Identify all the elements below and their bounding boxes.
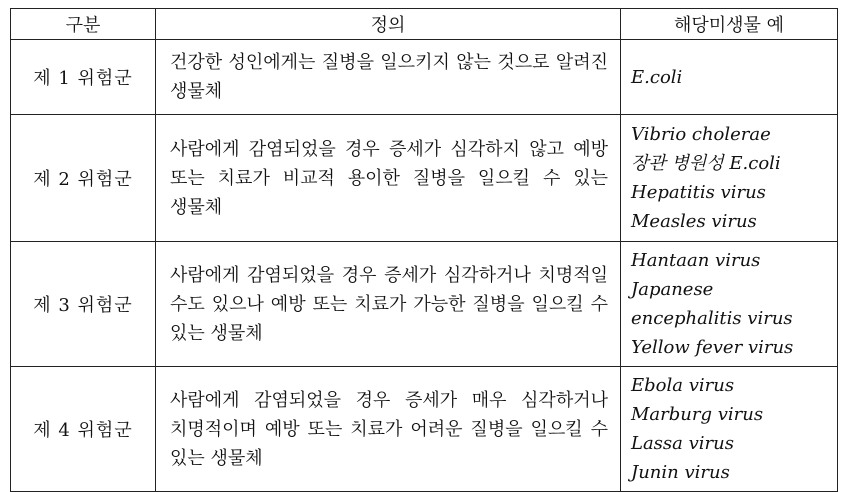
risk-group-label: 제 3 위험군 [11, 242, 156, 367]
table-row [11, 367, 838, 492]
table-header-row [11, 9, 838, 40]
risk-group-definition: 사람에게 감염되었을 경우 증세가 심각하지 않고 예방 또는 치료가 비교적 용이한 질병을 일으킬 수 있는 생물체 [156, 115, 621, 242]
organism-name: Lassa virus [631, 433, 734, 454]
example-organisms [621, 242, 838, 367]
organism-name: Hepatitis virus [631, 182, 766, 203]
organism-name: Vibrio cholerae [631, 124, 771, 145]
organism-name: Japanese encephalitis virus [631, 279, 793, 329]
example-organisms [621, 115, 838, 242]
organism-name: Ebola virus [631, 375, 735, 396]
organism-name: Marburg virus [631, 404, 764, 425]
risk-group-definition: 건강한 성인에게는 질병을 일으키지 않는 것으로 알려진 생물체 [156, 40, 621, 115]
header-examples: 해당미생물 예 [621, 9, 838, 40]
organism-name: Hantaan virus [631, 250, 761, 271]
risk-group-label: 제 1 위험군 [11, 40, 156, 115]
example-organisms [621, 367, 838, 492]
header-definition: 정의 [156, 9, 621, 40]
risk-group-table [10, 8, 838, 492]
risk-group-definition: 사람에게 감염되었을 경우 증세가 심각하거나 치명적일 수도 있으나 예방 또는 치료가 가능한 질병을 일으킬 수 있는 생물체 [156, 242, 621, 367]
organism-name: 장관 병원성 E.coli [631, 153, 781, 174]
risk-group-label: 제 2 위험군 [11, 115, 156, 242]
organism-name: E.coli [631, 66, 683, 88]
organism-name: Junin virus [631, 462, 730, 483]
table-row [11, 242, 838, 367]
organism-name: Measles virus [631, 211, 757, 232]
risk-group-definition: 사람에게 감염되었을 경우 증세가 매우 심각하거나 치명적이며 예방 또는 치료가 어려운 질병을 일으킬 수 있는 생물체 [156, 367, 621, 492]
risk-group-label: 제 4 위험군 [11, 367, 156, 492]
organism-name: Yellow fever virus [631, 337, 794, 358]
header-category: 구분 [11, 9, 156, 40]
table-row [11, 40, 838, 115]
example-organisms [621, 40, 838, 115]
table-row [11, 115, 838, 242]
